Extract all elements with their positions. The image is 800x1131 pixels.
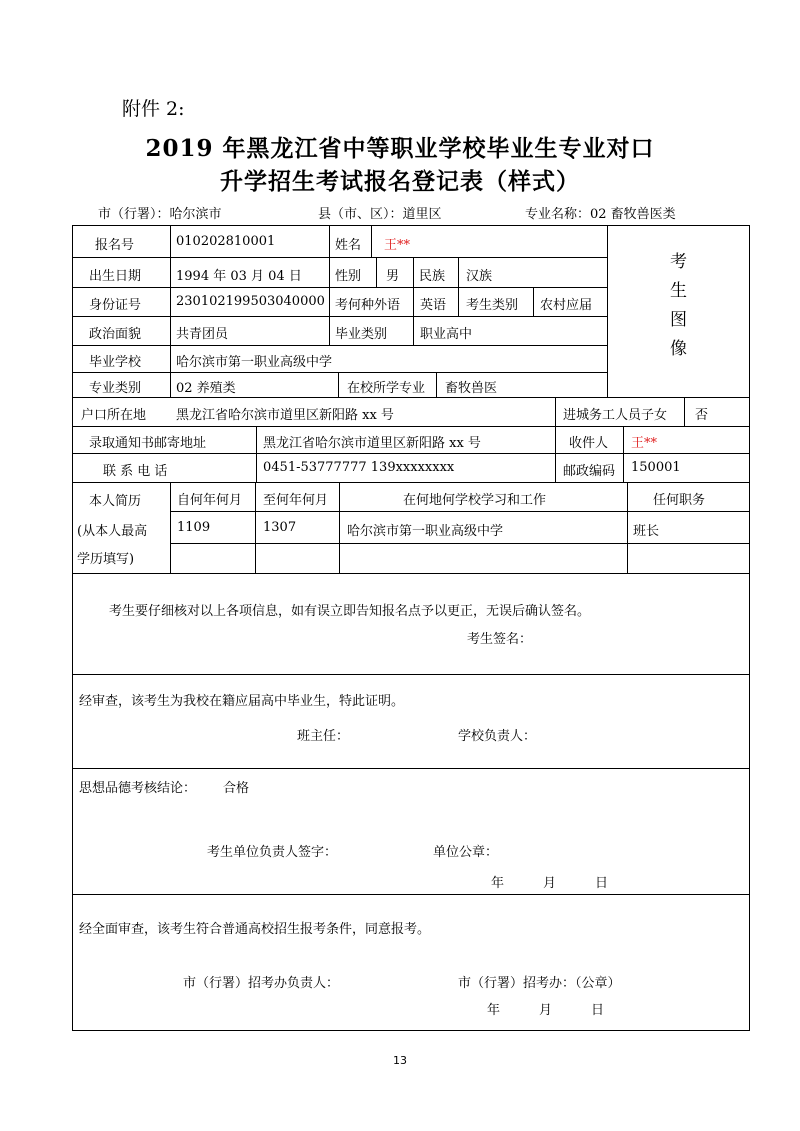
- resume-row-where: 哈尔滨市第一职业高级中学: [347, 524, 504, 539]
- school-major-label: 在校所学专业: [347, 381, 426, 396]
- unit-head-signature-label: 考生单位负责人签字：: [207, 845, 338, 860]
- final-date: 年 月 日: [487, 1003, 605, 1018]
- recipient-label: 收件人: [569, 436, 609, 451]
- unit-seal-label: 单位公章：: [433, 845, 499, 860]
- name-value: 王**: [384, 238, 411, 253]
- photo-char-2: 生: [670, 281, 687, 301]
- exam-office-seal-label: 市（行署）招考办：（公章）: [458, 976, 621, 991]
- photo-char-4: 像: [670, 339, 687, 359]
- school-label: 毕业学校: [89, 355, 142, 370]
- id-value: 230102199503040000: [176, 294, 325, 309]
- resume-row-from: 1109: [177, 520, 211, 535]
- ethnicity-label: 民族: [419, 269, 446, 284]
- dob-value: 1994 年 03 月 04 日: [176, 269, 302, 284]
- postcode-value: 150001: [631, 460, 681, 475]
- school-major-value: 畜牧兽医: [445, 381, 498, 396]
- id-label: 身份证号: [89, 298, 142, 313]
- school-value: 哈尔滨市第一职业高级中学: [176, 355, 333, 370]
- county-field: 县（市、区）：道里区: [318, 207, 442, 222]
- candidate-signature-label: 考生签名：: [467, 632, 533, 647]
- form-title-line-2: 升学招生考试报名登记表（样式）: [220, 168, 580, 195]
- page-number: 13: [393, 1054, 407, 1067]
- postcode-label: 邮政编码: [563, 464, 616, 479]
- ethnicity-value: 汉族: [466, 269, 493, 284]
- major-category-label: 专业类别: [89, 381, 142, 396]
- reg-no-value: 010202810001: [176, 234, 276, 249]
- moral-date: 年 月 日: [491, 876, 609, 891]
- school-principal-label: 学校负责人：: [458, 729, 537, 744]
- migrant-child-label: 进城务工人员子女: [563, 408, 668, 423]
- moral-label: 思想品德考核结论：: [79, 781, 197, 796]
- verify-text: 经审查，该考生为我校在籍应届高中毕业生，特此证明。: [79, 694, 405, 709]
- resume-label-line-3: 学历填写): [77, 552, 135, 567]
- moral-result: 合格: [223, 781, 250, 796]
- name-label: 姓名: [335, 238, 362, 253]
- hukou-value: 黑龙江省哈尔滨市道里区新阳路 xx 号: [176, 408, 394, 423]
- mail-address-label: 录取通知书邮寄地址: [89, 436, 207, 451]
- resume-header-role: 任何职务: [653, 493, 706, 508]
- reg-no-label: 报名号: [95, 238, 135, 253]
- recipient-value: 王**: [631, 436, 658, 451]
- city-field: 市（行署）：哈尔滨市: [98, 207, 222, 222]
- candidate-type-label: 考生类别: [466, 298, 519, 313]
- mail-address-value: 黑龙江省哈尔滨市道里区新阳路 xx 号: [263, 436, 481, 451]
- resume-header-where: 在何地何学校学习和工作: [403, 493, 547, 508]
- major-category-value: 02 养殖类: [176, 381, 236, 396]
- resume-header-to: 至何年何月: [263, 493, 329, 508]
- political-value: 共青团员: [176, 327, 229, 342]
- contact-value: 0451-53777777 139xxxxxxxx: [263, 460, 455, 475]
- political-label: 政治面貌: [89, 327, 142, 342]
- resume-label-line-1: 本人简历: [89, 494, 142, 509]
- photo-char-3: 图: [670, 310, 687, 330]
- final-approval-text: 经全面审查，该考生符合普通高校招生报考条件，同意报考。: [79, 922, 431, 937]
- form-title-line-1: 2019 年黑龙江省中等职业学校毕业生专业对口: [145, 135, 655, 162]
- gender-label: 性别: [335, 269, 362, 284]
- photo-char-1: 考: [670, 252, 687, 272]
- resume-row-to: 1307: [263, 520, 297, 535]
- migrant-child-value: 否: [695, 408, 709, 423]
- attachment-label: 附件 2:: [122, 98, 185, 120]
- gender-value: 男: [386, 269, 400, 284]
- confirm-text: 考生要仔细核对以上各项信息，如有误立即告知报名点予以更正，无误后确认签名。: [109, 604, 591, 619]
- head-teacher-label: 班主任：: [297, 729, 350, 744]
- language-value: 英语: [420, 298, 447, 313]
- language-label: 考何种外语: [335, 298, 401, 313]
- dob-label: 出生日期: [89, 269, 142, 284]
- contact-label: 联 系 电 话: [103, 464, 168, 479]
- registration-table: [72, 225, 750, 1031]
- grad-type-value: 职业高中: [420, 327, 473, 342]
- hukou-label: 户口所在地: [81, 408, 147, 423]
- resume-label-line-2: (从本人最高: [77, 524, 148, 539]
- exam-office-head-label: 市（行署）招考办负责人：: [183, 976, 340, 991]
- major-name-field: 专业名称：02 畜牧兽医类: [525, 207, 676, 222]
- resume-row-role: 班长: [633, 524, 660, 539]
- candidate-type-value: 农村应届: [540, 298, 593, 313]
- resume-header-from: 自何年何月: [177, 493, 243, 508]
- grad-type-label: 毕业类别: [335, 327, 388, 342]
